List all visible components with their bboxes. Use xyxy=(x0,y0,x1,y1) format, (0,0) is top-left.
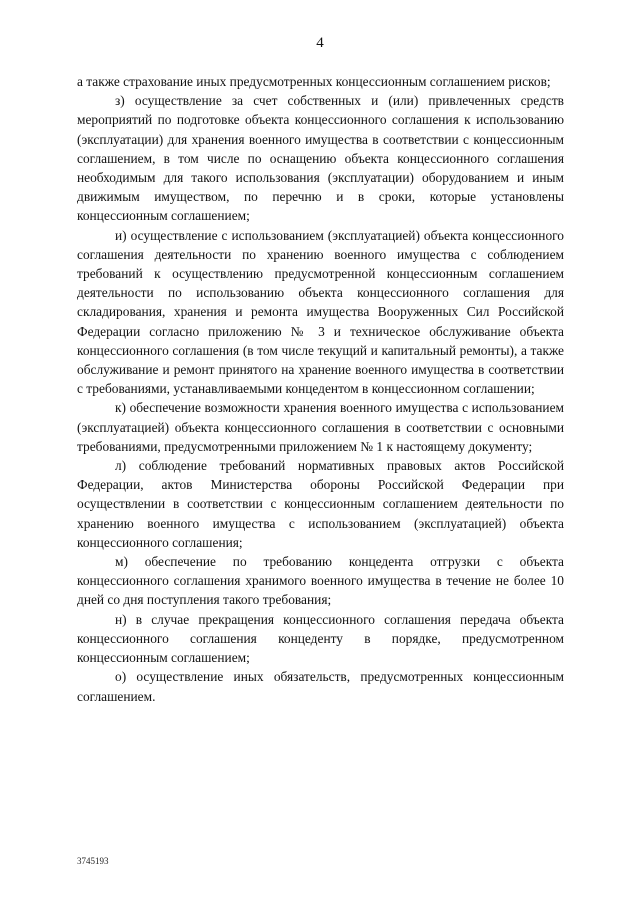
page-number: 4 xyxy=(316,35,324,51)
paragraph-item-k: к) обеспечение возможности хранения военного имущества с использованием (эксплуатацией) объекта концессионного соглашения в соответствии с основными требованиями, предусмотренными приложением № 1 к настоящему документу; xyxy=(77,400,564,454)
paragraph-item-n: н) в случае прекращения концессионного соглашения передача объекта концессионного соглашения концеденту в порядке, предусмотренном концессионным соглашением; xyxy=(77,611,564,666)
document-body xyxy=(77,72,564,706)
paragraph-item-m: м) обеспечение по требованию концедента отгрузки с объекта концессионного соглашения хранимого военного имущества в течение не более 10 дней со дня поступления такого требования; xyxy=(77,554,564,608)
paragraph-item-i: и) осуществление с использованием (эксплуатацией) объекта концессионного соглашения деятельности по хранению военного имущества с соблюдением требований к осуществлению предусмотренной концессионным соглашением деятельности по использованию объекта концессионного соглашения для складирования, хранения и ремонта имущества Вооруженных Сил Российской Федерации согласно приложению № 3 и техническое обслуживание объекта концессионного соглашения (в том числе текущий и капитальный ремонты), а также обслуживание и ремонт принятого на хранение военного имущества в соответствии с требованиями, устанавливаемыми концедентом в концессионном соглашении; xyxy=(77,227,564,397)
paragraph-item-o: о) осуществление иных обязательств, предусмотренных концессионным соглашением. xyxy=(77,669,564,704)
paragraph-continuation: а также страхование иных предусмотренных концессионным соглашением рисков; xyxy=(77,74,551,89)
paragraph-item-z: з) осуществление за счет собственных и (или) привлеченных средств мероприятий по подготовке объекта концессионного соглашения к использованию (эксплуатации) для хранения военного имущества в соответствии с концессионным соглашением, в том числе по оснащению объекта концессионного соглашения необходимым для такого использования (эксплуатации) оборудованием и иным движимым имуществом, по перечню и в сроки, которые установлены концессионным соглашением; xyxy=(77,93,564,224)
document-code: 3745193 xyxy=(77,856,109,866)
paragraph-item-l: л) соблюдение требований нормативных правовых актов Российской Федерации, актов Министерства обороны Российской Федерации при осуществлении в соответствии с концессионным соглашением деятельности по хранению военного имущества с использованием (эксплуатацией) объекта концессионного соглашения; xyxy=(77,458,564,550)
